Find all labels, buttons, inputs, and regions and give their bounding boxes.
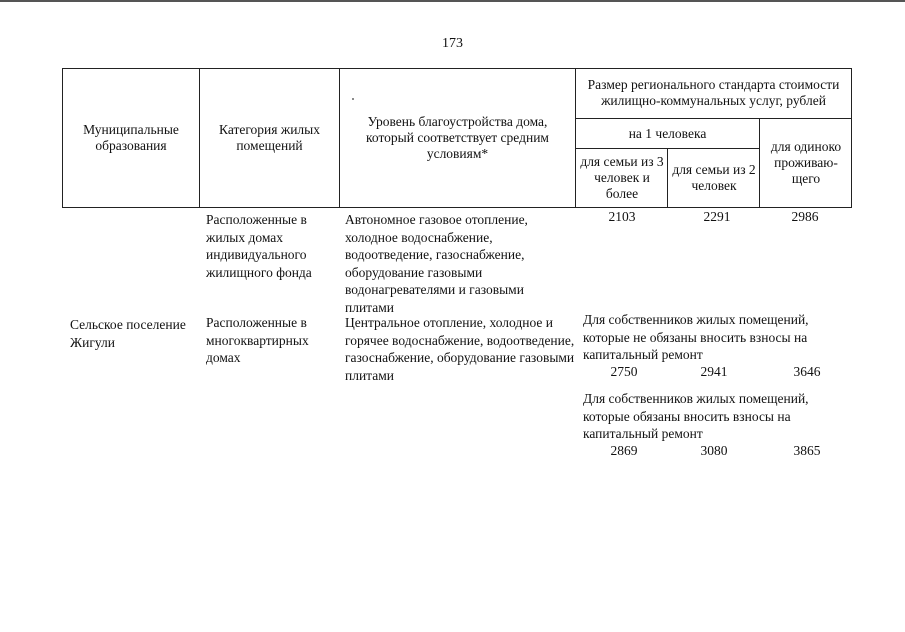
header-divider-2 [339, 68, 340, 208]
row2-group1-note: Для собственников жилых помещений, которые не обязаны вносить взносы на капитальный ремонт [583, 312, 809, 362]
row1-category: Расположенные в жилых домах индивидуального жилищного фонда [206, 212, 312, 280]
header-divider-1 [199, 68, 200, 208]
row1-value-family2: 2291 [703, 209, 731, 224]
row2-group2-note: Для собственников жилых помещений, которые обязаны вносить взносы на капитальный ремонт [583, 391, 809, 441]
row2-group2-value-single: 3865 [793, 443, 821, 458]
table-header [62, 68, 852, 208]
row2-category: Расположенные в многоквартирных домах [206, 315, 309, 365]
header-category: Категория жилых помещений [219, 122, 320, 153]
page-number: 173 [442, 36, 463, 51]
municipality-name: Сельское поселение Жигули [70, 317, 186, 350]
header-municipality: Муниципальные образования [83, 122, 179, 153]
header-single: для одиноко проживаю-щего [770, 139, 842, 186]
row2-group1-value-family2: 2941 [700, 364, 728, 379]
row2-group2-value-family3: 2869 [610, 443, 638, 458]
row2-group1-value-family3: 2750 [610, 364, 638, 379]
row1-level: Автономное газовое отопление, холодное водоснабжение, водоотведение, газоснабжение, оборудование газовыми водонагревателями и газовыми плитами [345, 212, 528, 315]
header-divider-4 [667, 148, 668, 208]
row2-group2-value-family2: 3080 [700, 443, 728, 458]
page-top-edge [0, 0, 905, 2]
row2-level: Центральное отопление, холодное и горячее водоснабжение, водоотведение, газоснабжение, оборудование газовыми плитами [345, 315, 575, 383]
header-border-right [851, 68, 852, 208]
header-divider-5 [759, 118, 760, 208]
header-level: Уровень благоустройства дома, который соответствует средним условиям* [366, 114, 549, 161]
header-family3: для семьи из 3 человек и более [580, 154, 664, 201]
row2-group1-value-single: 3646 [793, 364, 821, 379]
header-per-person: на 1 человека [628, 125, 707, 141]
header-border-left [62, 68, 63, 208]
header-standard: Размер регионального стандарта стоимости жилищно-коммунальных услуг, рублей [587, 77, 840, 108]
row1-value-family3: 2103 [608, 209, 636, 224]
header-family2: для семьи из 2 человек [672, 162, 756, 193]
row1-value-single: 2986 [791, 209, 819, 224]
